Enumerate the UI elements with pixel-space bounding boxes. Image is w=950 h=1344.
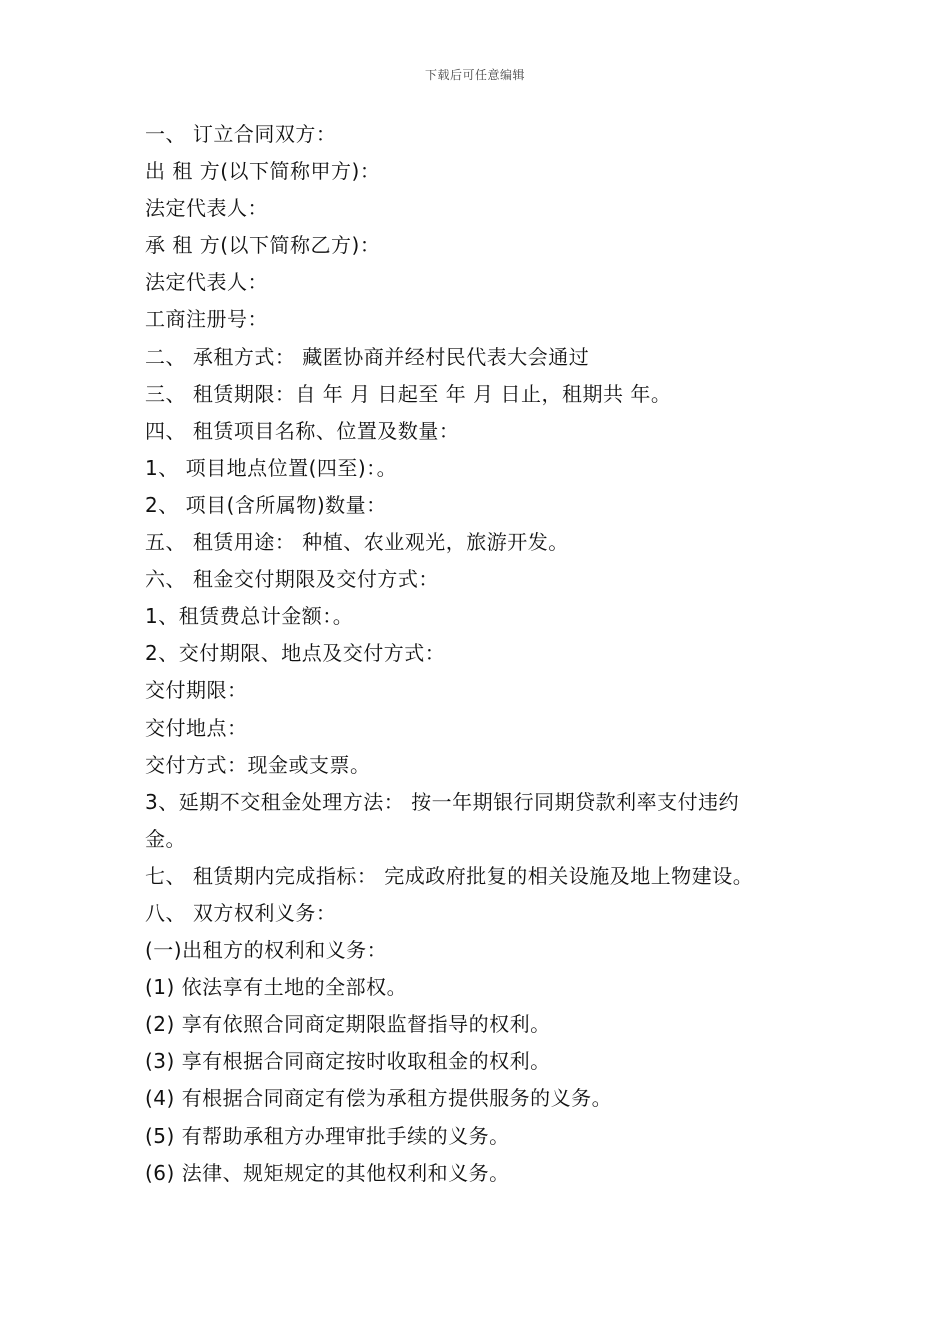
- section-lease-items-heading: 四、 租赁项目名称、位置及数量：: [145, 418, 460, 443]
- rent-total-line: 1、租赁费总计金额：。: [145, 604, 354, 629]
- section-lease-term: 三、 租赁期限：自 年 月 日起至 年 月 日止，租期共 年。: [145, 381, 672, 406]
- section-parties-heading: 一、 订立合同双方：: [145, 122, 337, 146]
- section-rights-obligations-heading: 八、 双方权利义务：: [145, 900, 337, 925]
- section-lease-purpose: 五、 租赁用途： 种植、农业观光，旅游开发。: [145, 530, 569, 555]
- section-rent-payment-heading: 六、 租金交付期限及交付方式：: [145, 567, 439, 592]
- late-payment-line-continued: 金。: [145, 826, 186, 851]
- lessor-right-1: (1) 依法享有土地的全部权。: [145, 975, 408, 1000]
- payment-method-line: 交付方式：现金或支票。: [145, 752, 371, 777]
- section-completion-targets: 七、 租赁期内完成指标： 完成政府批复的相关设施及地上物建设。: [145, 863, 754, 888]
- lessor-rights-heading: (一)出租方的权利和义务：: [145, 938, 388, 963]
- lessor-right-4: (4) 有根据合同商定有偿为承租方提供服务的义务。: [145, 1086, 613, 1111]
- lessee-line: 承 租 方(以下简称乙方)：: [145, 233, 381, 258]
- item-location-line: 1、 项目地点位置(四至)：。: [145, 455, 398, 480]
- document-body: [145, 116, 825, 1192]
- section-lease-method: 二、 承租方式： 藏匿协商并经村民代表大会通过: [145, 344, 590, 369]
- lessee-representative-line: 法定代表人：: [145, 270, 268, 295]
- late-payment-line: 3、延期不交租金处理方法： 按一年期银行同期贷款利率支付违约: [145, 789, 740, 814]
- payment-place-line: 交付地点：: [145, 715, 248, 740]
- lessor-right-6: (6) 法律、规矩规定的其他权利和义务。: [145, 1160, 510, 1185]
- item-quantity-line: 2、 项目(含所属物)数量：: [145, 492, 387, 517]
- lessor-right-5: (5) 有帮助承租方办理审批手续的义务。: [145, 1123, 510, 1148]
- business-registration-line: 工商注册号：: [145, 307, 268, 332]
- page-header: 下载后可任意编辑: [424, 68, 525, 82]
- lessor-line: 出 租 方(以下简称甲方)：: [145, 159, 381, 184]
- payment-terms-line: 2、交付期限、地点及交付方式：: [145, 641, 446, 666]
- payment-deadline-line: 交付期限：: [145, 678, 248, 703]
- lessor-right-2: (2) 享有依照合同商定期限监督指导的权利。: [145, 1012, 551, 1037]
- lessor-representative-line: 法定代表人：: [145, 196, 268, 221]
- lessor-right-3: (3) 享有根据合同商定按时收取租金的权利。: [145, 1049, 551, 1074]
